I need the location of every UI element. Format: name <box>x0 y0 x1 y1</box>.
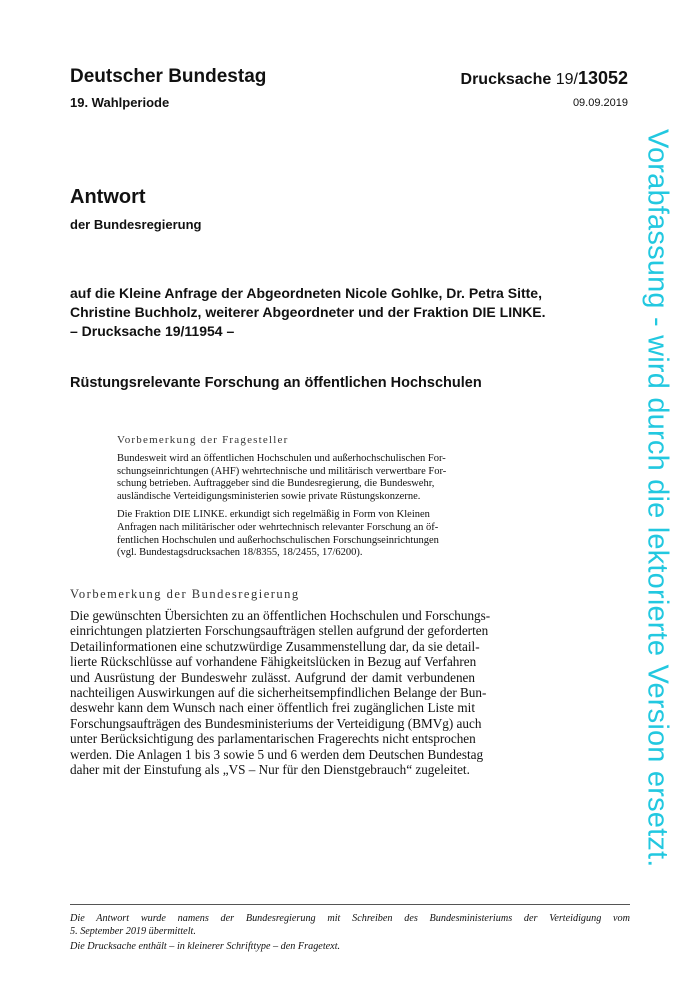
text-line: schungseinrichtungen (AHF) wehrtechnische und militärisch verwertbare For- <box>117 465 447 477</box>
prelim-questioners-section <box>117 434 472 566</box>
text-line: werden. Die Anlagen 1 bis 3 sowie 5 und 6 werden dem Deutschen Bundestag <box>70 746 484 762</box>
text-line: nachteiligen Auswirkungen auf die sicherheitsempfindlichen Belange der Bun- <box>70 685 487 701</box>
text-line: deswehr kann dem Wunsch nach einer öffentlich frei zugänglichen Liste mit <box>70 700 475 716</box>
prelim-questioners-paragraph <box>117 453 472 503</box>
preliminary-version-watermark <box>642 113 672 883</box>
text-line: Die Fraktion DIE LINKE. erkundigt sich regelmäßig in Form von Kleinen <box>117 509 430 521</box>
text-line: Die gewünschten Übersichten zu an öffentlichen Hochschulen und Forschungs- <box>70 608 491 623</box>
text-line: einrichtungen platzierten Forschungsaufträgen stellen aufgrund der geforderten <box>70 623 489 639</box>
text-line: Anfragen nach militärischer oder wehrtechnisch relevanter Forschung an öf- <box>117 521 439 533</box>
topic-heading: Rüstungsrelevante Forschung an öffentlichen Hochschulen <box>70 375 482 391</box>
legislative-period: 19. Wahlperiode <box>70 95 170 110</box>
prelim-government-heading: Vorbemerkung der Bundesregierung <box>70 587 300 601</box>
prelim-questioners-paragraph <box>117 509 472 559</box>
inquiry-line: – Drucksache 19/11954 – <box>70 323 235 339</box>
inquiry-line: Christine Buchholz, weiterer Abgeordneter und der Fraktion DIE LINKE. <box>70 304 546 320</box>
footer-divider <box>70 904 630 905</box>
footer-line: Die Antwort wurde namens der Bundesregierung mit Schreiben des Bundesministeriums der Verteidigung vom <box>70 913 630 924</box>
text-line: ausländische Verteidigungsministerien sowie private Rüstungskonzerne. <box>117 490 421 502</box>
prelim-questioners-heading: Vorbemerkung der Fragesteller <box>117 434 289 446</box>
drucksache-prefix: 19/ <box>555 71 578 88</box>
drucksache-label: Drucksache <box>460 71 552 88</box>
text-line: Forschungsaufträgen des Bundesministeriums der Verteidigung (BMVg) auch <box>70 715 482 731</box>
inquiry-reference <box>70 284 590 341</box>
text-line: (vgl. Bundestagsdrucksachen 18/8355, 18/2455, 17/6200). <box>117 547 363 559</box>
prelim-government-paragraph <box>70 608 491 778</box>
prelim-government-section <box>70 587 491 778</box>
text-line: lierte Rückschlüsse auf vorhandene Fähigkeitslücken in Bezug auf Verfahren <box>70 654 477 670</box>
text-line: Detailinformationen eine schutzwürdige Zusammenstellung dar, da sie detail- <box>70 638 480 654</box>
watermark-text: Vorabfassung - wird durch die lektorierte Version ersetzt. <box>641 128 674 868</box>
text-line: fentlichen Hochschulen und außerhochschulischen Forschungseinrichtungen <box>117 534 439 546</box>
text-line: schung betrieben. Auftraggeber sind die Bundesregierung, die Bundeswehr, <box>117 478 435 490</box>
footer-note <box>70 913 630 954</box>
institution-name: Deutscher Bundestag <box>70 66 267 87</box>
answer-title: Antwort <box>70 186 146 208</box>
drucksache-number <box>461 68 628 89</box>
text-line: Bundesweit wird an öffentlichen Hochschulen und außerhochschulischen For- <box>117 453 446 464</box>
inquiry-line: auf die Kleine Anfrage der Abgeordneten Nicole Gohlke, Dr. Petra Sitte, <box>70 285 542 301</box>
document-date: 09.09.2019 <box>572 97 628 109</box>
answer-subtitle: der Bundesregierung <box>70 217 202 232</box>
footer-line: 5. September 2019 übermittelt. <box>70 925 196 937</box>
text-line: und Ausrüstung der Bundeswehr zulässt. Aufgrund der damit verbundenen <box>70 669 475 685</box>
text-line: daher mit der Einstufung als „VS – Nur für den Dienstgebrauch“ zugeleitet. <box>70 762 470 778</box>
drucksache-value: 13052 <box>577 68 628 88</box>
text-line: unter Berücksichtigung des parlamentarischen Fragerechts nicht entsprochen <box>70 731 476 747</box>
footer-line: Die Drucksache enthält – in kleinerer Schrifttype – den Fragetext. <box>70 941 341 952</box>
